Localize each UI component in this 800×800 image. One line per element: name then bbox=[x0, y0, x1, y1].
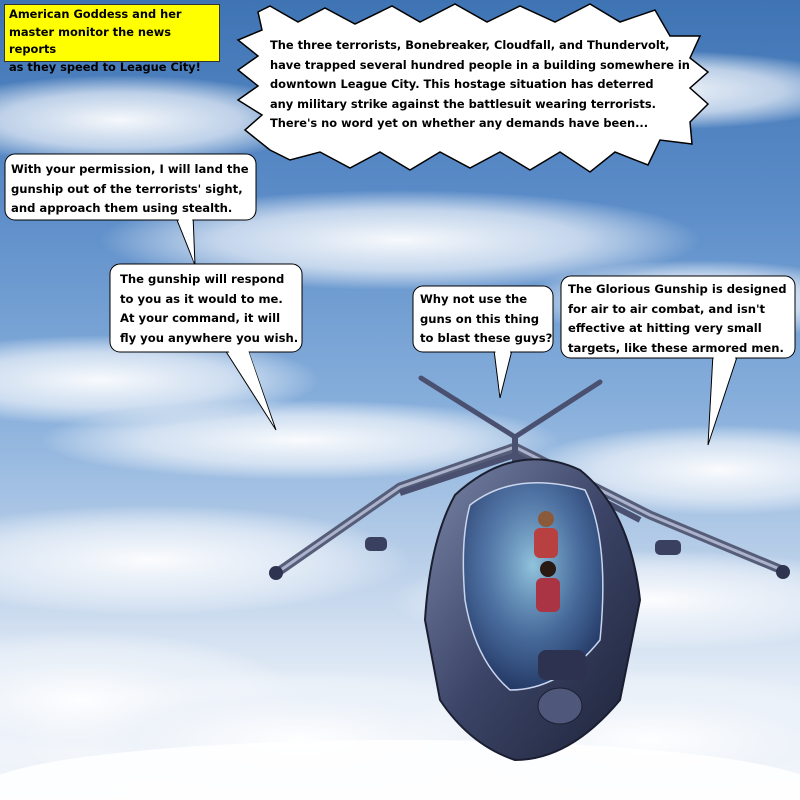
bubble-line: At your command, it will bbox=[120, 311, 281, 325]
bubble-line: effective at hitting very small bbox=[568, 321, 762, 335]
speech-bubble-4-text bbox=[568, 280, 787, 358]
news-line: have trapped several hundred people in a building somewhere in bbox=[270, 57, 690, 72]
news-burst-text bbox=[270, 36, 690, 134]
bubble-line: to blast these guys? bbox=[420, 331, 553, 345]
caption-line: as they speed to League City! bbox=[9, 59, 201, 74]
bubble-line: guns on this thing bbox=[420, 311, 540, 326]
bubble-line: Why not use the bbox=[420, 292, 528, 306]
narration-caption bbox=[4, 4, 220, 74]
bubble-line: targets, like these armored men. bbox=[568, 340, 784, 355]
bubble-line: and approach them using stealth. bbox=[11, 201, 233, 215]
speech-bubble-3-text bbox=[420, 290, 552, 349]
news-line: any military strike against the battlesuit wearing terrorists. bbox=[270, 96, 656, 111]
news-line: downtown League City. This hostage situation has deterred bbox=[270, 77, 654, 91]
bubble-line: for air to air combat, and isn't bbox=[568, 301, 766, 316]
news-line: The three terrorists, Bonebreaker, Cloudfall, and Thundervolt, bbox=[270, 38, 670, 52]
bubble-line: With your permission, I will land the bbox=[11, 162, 249, 176]
bubble-line: The Glorious Gunship is designed bbox=[568, 282, 787, 296]
caption-line: master monitor the news reports bbox=[9, 24, 172, 56]
bubble-line: gunship out of the terrorists' sight, bbox=[11, 181, 243, 196]
caption-line: American Goddess and her bbox=[9, 7, 182, 21]
bubble-line: The gunship will respond bbox=[120, 272, 285, 286]
speech-bubble-2-text bbox=[120, 270, 298, 348]
speech-bubble-1-text bbox=[11, 160, 249, 219]
bubble-line: fly you anywhere you wish. bbox=[120, 330, 299, 345]
bubble-line: to you as it would to me. bbox=[120, 291, 283, 306]
news-line: There's no word yet on whether any demands have been... bbox=[270, 116, 649, 130]
